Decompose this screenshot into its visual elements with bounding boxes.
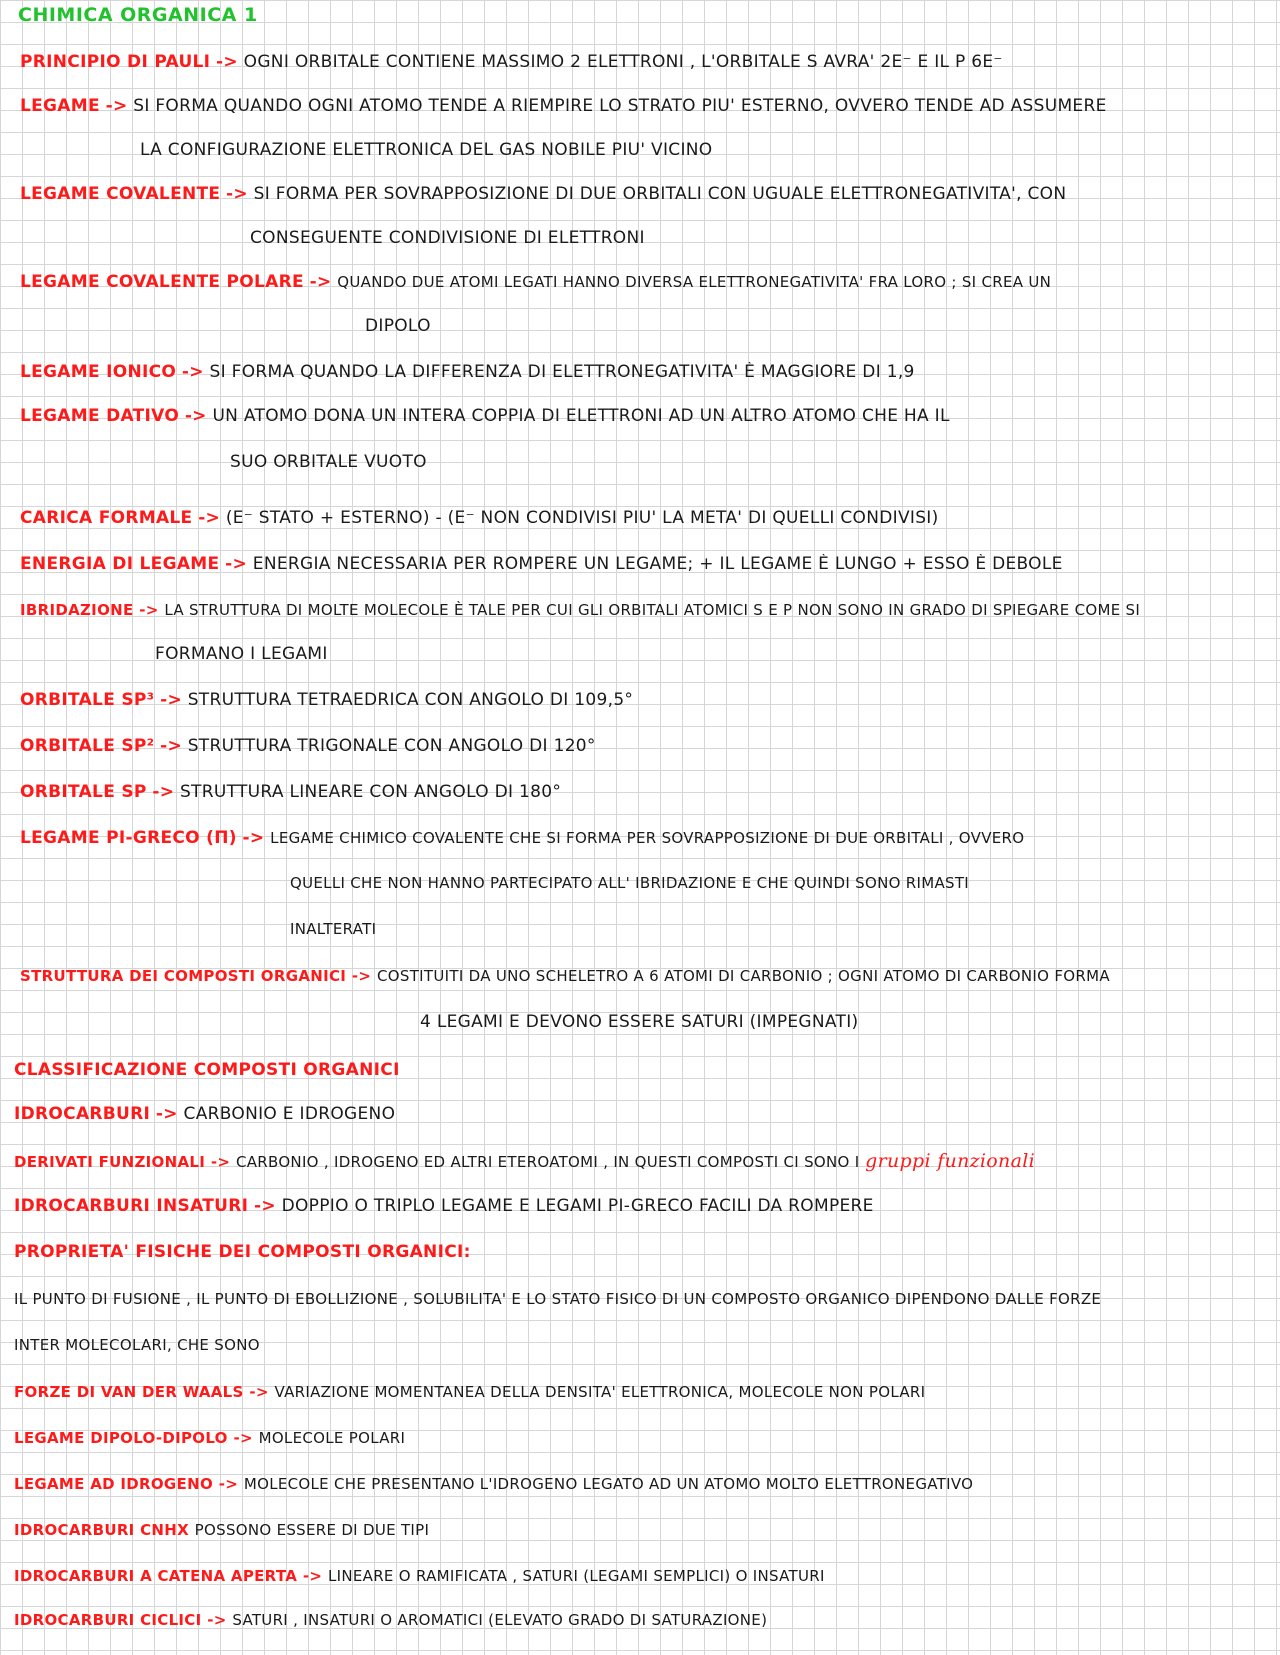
entry-definition: CARBONIO , IDROGENO ED ALTRI ETEROATOMI , IN QUESTI COMPOSTI CI SONO I	[235, 1153, 860, 1171]
section-heading-proprieta: PROPRIETA' FISICHE DEI COMPOSTI ORGANICI:	[14, 1242, 471, 1262]
entry-legame-ionico	[20, 362, 915, 382]
entry-term: PRINCIPIO DI PAULI	[20, 52, 211, 72]
entry-term: ENERGIA DI LEGAME	[20, 554, 220, 574]
entry-definition: MOLECOLE CHE PRESENTANO L'IDROGENO LEGATO AD UN ATOMO MOLTO ELETTRONEGATIVO	[243, 1475, 974, 1493]
entry-continuation: LA CONFIGURAZIONE ELETTRONICA DEL GAS NOBILE PIU' VICINO	[140, 140, 713, 160]
properties-intro: IL PUNTO DI FUSIONE , IL PUNTO DI EBOLLIZIONE , SOLUBILITA' E LO STATO FISICO DI UN COMPOSTO ORGANICO DIPENDONO DALLE FORZE	[14, 1290, 1102, 1308]
entry-struttura-composti	[20, 966, 1110, 986]
entry-definition: MOLECOLE POLARI	[258, 1429, 406, 1447]
property-item	[14, 1566, 825, 1586]
entry-continuation: FORMANO I LEGAMI	[155, 644, 328, 664]
entry-continuation: INALTERATI	[290, 920, 377, 938]
entry-term: LEGAME AD IDROGENO	[14, 1475, 214, 1493]
property-item	[14, 1382, 925, 1402]
arrow-icon: ->	[210, 1153, 231, 1171]
entry-term: LEGAME IONICO	[20, 362, 177, 382]
entry-continuation: SUO ORBITALE VUOTO	[230, 452, 427, 472]
classification-item	[14, 1196, 874, 1216]
entry-continuation: 4 LEGAMI E DEVONO ESSERE SATURI (IMPEGNATI)	[420, 1012, 859, 1032]
property-item	[14, 1474, 973, 1494]
entry-definition: SI FORMA PER SOVRAPPOSIZIONE DI DUE ORBITALI CON UGUALE ELETTRONEGATIVITA', CON	[253, 184, 1067, 204]
entry-term: FORZE DI VAN DER WAALS	[14, 1383, 244, 1401]
entry-continuation: CONSEGUENTE CONDIVISIONE DI ELETTRONI	[250, 228, 645, 248]
entry-carica-formale	[20, 508, 939, 528]
entry-definition: DOPPIO O TRIPLO LEGAME E LEGAMI PI-GRECO FACILI DA ROMPERE	[281, 1196, 874, 1216]
entry-definition: (E⁻ STATO + ESTERNO) - (E⁻ NON CONDIVISI PIU' LA META' DI QUELLI CONDIVISI)	[225, 508, 939, 528]
entry-orbitale-sp2	[20, 736, 596, 756]
arrow-icon: ->	[160, 736, 182, 756]
arrow-icon: ->	[253, 1196, 276, 1216]
section-heading-classificazione: CLASSIFICAZIONE COMPOSTI ORGANICI	[14, 1060, 400, 1080]
entry-term: LEGAME DIPOLO-DIPOLO	[14, 1429, 228, 1447]
arrow-icon: ->	[233, 1429, 253, 1447]
arrow-icon: ->	[139, 601, 159, 619]
classification-item	[14, 1150, 1035, 1172]
entry-term: LEGAME	[20, 96, 100, 116]
entry-legame-dativo	[20, 406, 950, 426]
arrow-icon: ->	[152, 782, 175, 802]
entry-orbitale-sp3	[20, 690, 633, 710]
entry-definition: ENERGIA NECESSARIA PER ROMPERE UN LEGAME; + IL LEGAME È LUNGO + ESSO È DEBOLE	[252, 554, 1063, 574]
property-item	[14, 1610, 767, 1630]
arrow-icon: ->	[225, 554, 248, 574]
entry-definition: STRUTTURA TETRAEDRICA CON ANGOLO DI 109,5°	[187, 690, 634, 710]
entry-definition: LA STRUTTURA DI MOLTE MOLECOLE È TALE PER CUI GLI ORBITALI ATOMICI S E P NON SONO IN GRADO DI SPIEGARE COME SI	[164, 601, 1141, 619]
arrow-icon: ->	[198, 508, 221, 528]
arrow-icon: ->	[242, 828, 265, 848]
entry-legame-covalente-polare	[20, 272, 1051, 292]
entry-continuation: QUELLI CHE NON HANNO PARTECIPATO ALL' IBRIDAZIONE E CHE QUINDI SONO RIMASTI	[290, 874, 970, 892]
entry-term: ORBITALE SP³	[20, 690, 155, 710]
entry-term: IDROCARBURI A CATENA APERTA	[14, 1567, 298, 1585]
entry-term: ORBITALE SP²	[20, 736, 155, 756]
arrow-icon: ->	[249, 1383, 269, 1401]
entry-definition: STRUTTURA TRIGONALE CON ANGOLO DI 120°	[187, 736, 596, 756]
arrow-icon: ->	[226, 184, 248, 204]
entry-term: IDROCARBURI INSATURI	[14, 1196, 249, 1216]
entry-term: IBRIDAZIONE	[20, 601, 134, 619]
entry-definition: SI FORMA QUANDO LA DIFFERENZA DI ELETTRONEGATIVITA' È MAGGIORE DI 1,9	[209, 362, 915, 382]
arrow-icon: ->	[216, 52, 238, 72]
properties-intro-continuation: INTER MOLECOLARI, CHE SONO	[14, 1336, 260, 1354]
entry-definition: SI FORMA QUANDO OGNI ATOMO TENDE A RIEMPIRE LO STRATO PIU' ESTERNO, OVVERO TENDE AD ASSUMERE	[133, 96, 1107, 116]
arrow-icon: ->	[309, 272, 332, 292]
entry-legame-pi-greco	[20, 828, 1024, 848]
entry-term: IDROCARBURI CNHX	[14, 1521, 189, 1539]
entry-term: CARICA FORMALE	[20, 508, 193, 528]
entry-definition: STRUTTURA LINEARE CON ANGOLO DI 180°	[179, 782, 562, 802]
property-item	[14, 1428, 405, 1448]
highlighted-term: gruppi funzionali	[865, 1150, 1035, 1172]
arrow-icon: ->	[160, 690, 182, 710]
entry-term: IDROCARBURI CICLICI	[14, 1611, 202, 1629]
entry-definition: COSTITUITI DA UNO SCHELETRO A 6 ATOMI DI CARBONIO ; OGNI ATOMO DI CARBONIO FORMA	[377, 967, 1110, 985]
entry-continuation: DIPOLO	[365, 316, 431, 336]
page-title: CHIMICA ORGANICA 1	[18, 4, 258, 26]
entry-definition: LEGAME CHIMICO COVALENTE CHE SI FORMA PER SOVRAPPOSIZIONE DI DUE ORBITALI , OVVERO	[270, 829, 1025, 847]
arrow-icon: ->	[155, 1104, 178, 1124]
entry-term: ORBITALE SP	[20, 782, 147, 802]
entry-orbitale-sp	[20, 782, 561, 802]
entry-definition: CARBONIO E IDROGENO	[183, 1104, 396, 1124]
arrow-icon: ->	[207, 1611, 227, 1629]
classification-item	[14, 1104, 395, 1124]
entry-ibridazione	[20, 600, 1140, 620]
arrow-icon: ->	[105, 96, 128, 116]
entry-term: IDROCARBURI	[14, 1104, 151, 1124]
arrow-icon: ->	[302, 1567, 323, 1585]
arrow-icon: ->	[184, 406, 207, 426]
entry-term: LEGAME COVALENTE POLARE	[20, 272, 304, 292]
entry-definition: QUANDO DUE ATOMI LEGATI HANNO DIVERSA ELETTRONEGATIVITA' FRA LORO ; SI CREA UN	[337, 273, 1052, 291]
entry-definition: LINEARE O RAMIFICATA , SATURI (LEGAMI SEMPLICI) O INSATURI	[327, 1567, 825, 1585]
arrow-icon: ->	[181, 362, 204, 382]
entry-definition: SATURI , INSATURI O AROMATICI (ELEVATO GRADO DI SATURAZIONE)	[232, 1611, 768, 1629]
entry-legame	[20, 96, 1107, 116]
entry-term: LEGAME PI-GRECO (Π)	[20, 828, 237, 848]
property-item	[14, 1520, 429, 1540]
entry-term: LEGAME DATIVO	[20, 406, 180, 426]
entry-pauli	[20, 52, 1003, 72]
arrow-icon: ->	[351, 967, 372, 985]
entry-definition: UN ATOMO DONA UN INTERA COPPIA DI ELETTRONI AD UN ALTRO ATOMO CHE HA IL	[212, 406, 950, 426]
arrow-icon: ->	[218, 1475, 239, 1493]
entry-term: LEGAME COVALENTE	[20, 184, 221, 204]
entry-definition: POSSONO ESSERE DI DUE TIPI	[194, 1521, 430, 1539]
entry-energia-di-legame	[20, 554, 1063, 574]
entry-definition: OGNI ORBITALE CONTIENE MASSIMO 2 ELETTRONI , L'ORBITALE S AVRA' 2E⁻ E IL P 6E⁻	[243, 52, 1003, 72]
entry-term: DERIVATI FUNZIONALI	[14, 1153, 206, 1171]
entry-definition: VARIAZIONE MOMENTANEA DELLA DENSITA' ELETTRONICA, MOLECOLE NON POLARI	[274, 1383, 926, 1401]
entry-term: STRUTTURA DEI COMPOSTI ORGANICI	[20, 967, 347, 985]
entry-legame-covalente	[20, 184, 1066, 204]
